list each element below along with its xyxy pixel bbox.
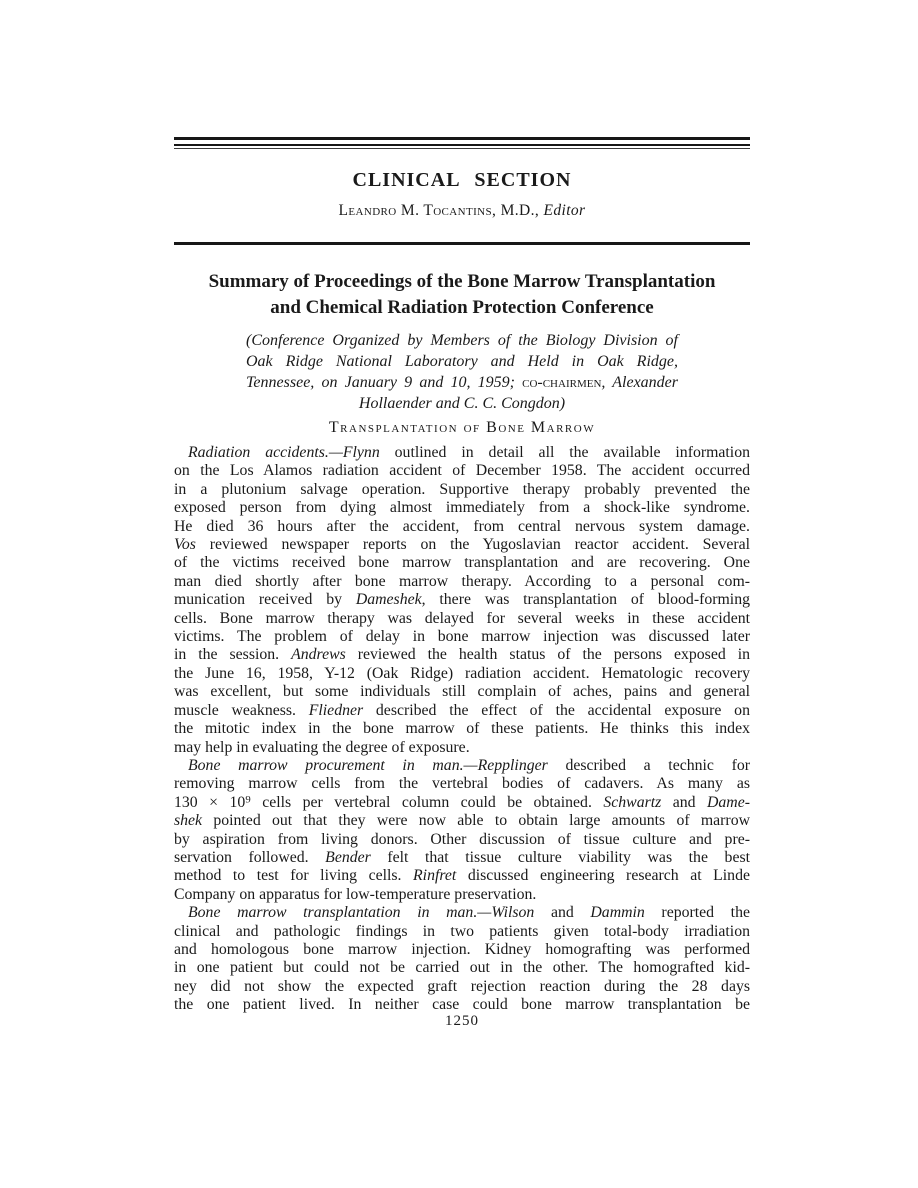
text-segment: pointed out that they were now able to obtain large amounts of marrow (202, 812, 750, 830)
article-title-line: and Chemical Radiation Protection Conference (270, 297, 654, 318)
text-segment: the mitotic index in the bone marrow of these patients. He thinks this index (174, 720, 750, 738)
text-line (174, 739, 750, 757)
rule-line (174, 137, 750, 140)
text-segment: Fliedner (308, 701, 364, 719)
text-line (174, 683, 750, 701)
conference-note-wrap (174, 330, 750, 414)
text-segment: Dammin (590, 904, 645, 922)
text-segment: Radiation accidents.—Flynn (188, 444, 380, 461)
text-segment: , there was transplantation of blood-forming (421, 591, 750, 609)
text-line (174, 923, 750, 941)
text-line (174, 573, 750, 591)
text-segment: muscle weakness. (174, 701, 309, 719)
text-segment: felt that tissue culture viability was the best (370, 848, 750, 866)
text-line (174, 941, 750, 959)
text-line (174, 702, 750, 720)
text-segment: reviewed the health status of the persons exposed in (345, 646, 750, 664)
text-line (174, 849, 750, 867)
text-segment: was excellent, but some individuals still complain of aches, pains and general (174, 683, 750, 701)
text-line (174, 794, 750, 812)
text-line (174, 628, 750, 646)
text-segment: Schwartz (603, 793, 662, 811)
clinical-section-heading: CLINICAL SECTION (352, 169, 572, 191)
text-segment: and (661, 793, 707, 811)
text-line (174, 720, 750, 738)
text-segment: Dame- (706, 793, 750, 811)
text-line (174, 610, 750, 628)
text-line (174, 904, 750, 922)
text-segment: on the Los Alamos radiation accident of December 1958. The accident occurred (174, 462, 750, 480)
text-line (174, 665, 750, 683)
text-segment: man died shortly after bone marrow therapy. According to a personal com- (174, 572, 750, 590)
text-segment: Company on apparatus for low-temperature preservation. (174, 885, 537, 903)
text-segment: Editor (543, 202, 586, 219)
text-segment: reviewed newspaper reports on the Yugoslavian reactor accident. Several (195, 536, 750, 554)
editor-byline (174, 202, 750, 220)
text-segment: He died 36 hours after the accident, from central nervous system damage. (174, 517, 750, 535)
conference-note-line (246, 372, 678, 393)
text-line (174, 978, 750, 996)
conference-note-line (246, 351, 678, 372)
rule-line (174, 144, 750, 146)
text-segment: clinical and pathologic findings in two patients given total-body irradiation (174, 922, 750, 940)
divider-rule (174, 242, 750, 245)
text-segment: Bone marrow transplantation in man.—Wilson (188, 904, 535, 922)
conference-note (246, 330, 678, 414)
text-segment: munication received by (174, 591, 356, 609)
text-segment: Bone marrow procurement in man.—Repplinger (188, 756, 548, 774)
text-segment: method to test for living cells. (174, 867, 414, 885)
text-segment: described a technic for (547, 756, 750, 774)
text-segment: the one patient lived. In neither case could bone marrow transplantation be (174, 996, 750, 1014)
text-segment: reported the (644, 904, 750, 922)
double-rule-top (174, 137, 750, 149)
text-segment: discussed engineering research at Linde (456, 867, 750, 885)
paragraph (174, 757, 750, 904)
text-segment: Oak Ridge National Laboratory and Held in Oak Ridge, (246, 353, 678, 370)
text-line (174, 886, 750, 904)
text-line (174, 867, 750, 885)
text-line (174, 812, 750, 830)
text-segment: outlined in detail all the available information (379, 444, 750, 461)
text-segment: cells. Bone marrow therapy was delayed for several weeks in these accident (174, 609, 750, 627)
text-segment: exposed person from dying almost immediately from a shock-like syndrome. (174, 499, 750, 517)
text-segment: Andrews (291, 646, 346, 664)
text-segment: co-chairmen (522, 374, 602, 391)
text-segment: removing marrow cells from the vertebral bodies of cadavers. As many as (174, 775, 750, 793)
text-segment: (Conference Organized by Members of the Biology Division of (246, 332, 678, 349)
paragraph (174, 444, 750, 757)
text-segment: victims. The problem of delay in bone marrow injection was discussed later (174, 628, 750, 646)
text-segment: Rinfret (413, 867, 457, 885)
text-segment: and (534, 904, 591, 922)
rule-line (174, 148, 750, 149)
text-segment: Tennessee, on January 9 and 10, 1959; (246, 374, 523, 391)
text-line (174, 499, 750, 517)
text-line (174, 554, 750, 572)
article-body (174, 444, 750, 1015)
paragraph (174, 904, 750, 1014)
text-line (174, 646, 750, 664)
text-line (174, 518, 750, 536)
text-segment: shek (174, 812, 203, 830)
text-segment: , M.D., (492, 202, 544, 219)
text-line (174, 591, 750, 609)
text-segment: Bender (325, 848, 371, 866)
text-segment: Hollaender and C. C. Congdon) (358, 395, 566, 412)
text-line (174, 757, 750, 775)
text-line (174, 831, 750, 849)
conference-note-line (246, 330, 678, 351)
text-segment: servation followed. (174, 848, 326, 866)
text-segment: Leandro M. Tocantins (338, 202, 493, 219)
text-line (174, 462, 750, 480)
text-segment: , Alexander (601, 374, 679, 391)
text-line (174, 536, 750, 554)
article-title-line: Summary of Proceedings of the Bone Marrow Transplantation (208, 271, 716, 292)
text-segment: in a plutonium salvage operation. Supportive therapy probably prevented the (174, 480, 750, 498)
text-line (174, 996, 750, 1014)
text-segment: described the effect of the accidental exposure on (363, 701, 750, 719)
page-number: 1250 (445, 1013, 479, 1029)
text-line (174, 775, 750, 793)
text-segment: by aspiration from living donors. Other discussion of tissue culture and pre- (174, 830, 750, 848)
text-line (174, 959, 750, 977)
text-segment: Vos (174, 536, 196, 554)
conference-note-line (246, 393, 678, 414)
section-heading: Transplantation of Bone Marrow (328, 419, 596, 436)
text-segment: 130 × 10⁹ cells per vertebral column could be obtained. (174, 793, 604, 811)
text-segment: ney did not show the expected graft rejection reaction during the 28 days (174, 977, 750, 995)
article-title (174, 269, 750, 321)
text-line (174, 444, 750, 462)
text-segment: of the victims received bone marrow transplantation and are recovering. One (174, 554, 750, 572)
text-segment: the June 16, 1958, Y-12 (Oak Ridge) radiation accident. Hematologic recovery (174, 664, 750, 682)
text-segment: in the session. (174, 646, 292, 664)
text-line (174, 481, 750, 499)
text-segment: Dameshek (355, 591, 422, 609)
text-segment: and homologous bone marrow injection. Kidney homografting was performed (174, 940, 750, 958)
text-segment: in one patient but could not be carried out in the other. The homografted kid- (174, 959, 750, 977)
text-segment: may help in evaluating the degree of exposure. (174, 738, 470, 756)
